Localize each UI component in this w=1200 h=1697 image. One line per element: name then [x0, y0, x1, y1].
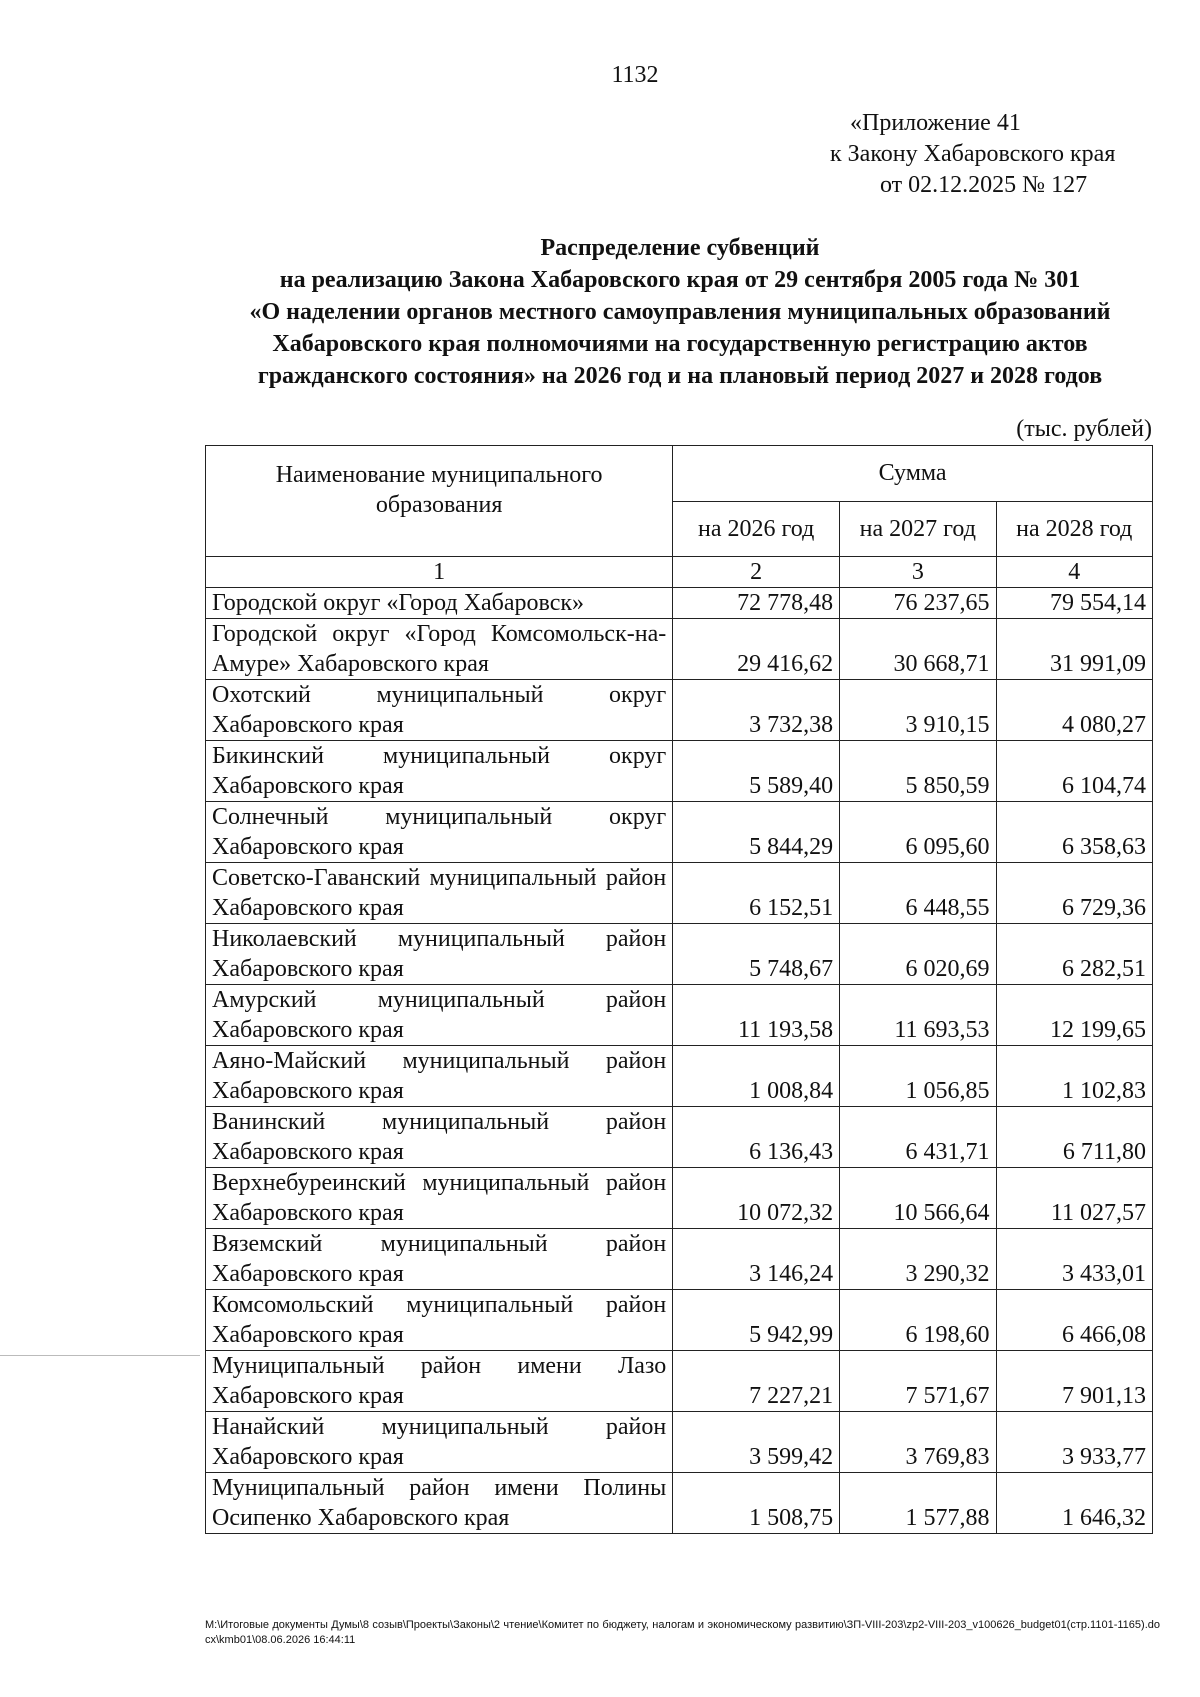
annex-law: к Закону Хабаровского края — [830, 141, 1116, 167]
value-2026: 11 193,58 — [673, 985, 840, 1046]
value-2027: 6 198,60 — [840, 1290, 996, 1351]
municipality-name: Охотский муниципальный округ Хабаровского края — [206, 680, 673, 741]
header-year-2027: на 2027 год — [840, 501, 996, 557]
value-2028: 12 199,65 — [996, 985, 1152, 1046]
municipality-name: Амурский муниципальный район Хабаровского края — [206, 985, 673, 1046]
value-2028: 11 027,57 — [996, 1168, 1152, 1229]
value-2028: 1 646,32 — [996, 1473, 1152, 1534]
heading-line-3: «О наделении органов местного самоуправления муниципальных образований — [249, 299, 1111, 325]
value-2028: 7 901,13 — [996, 1351, 1152, 1412]
value-2028: 6 729,36 — [996, 863, 1152, 924]
table-row — [206, 1046, 1153, 1107]
col-number-1: 1 — [206, 557, 673, 588]
table-row — [206, 680, 1153, 741]
municipality-name: Вяземский муниципальный район Хабаровского края — [206, 1229, 673, 1290]
table-row — [206, 1107, 1153, 1168]
value-2026: 3 732,38 — [673, 680, 840, 741]
table-row — [206, 1412, 1153, 1473]
municipality-name: Нанайский муниципальный район Хабаровского края — [206, 1412, 673, 1473]
value-2027: 6 448,55 — [840, 863, 996, 924]
header-name: Наименование муниципального образования — [206, 446, 673, 557]
value-2027: 3 769,83 — [840, 1412, 996, 1473]
value-2026: 5 748,67 — [673, 924, 840, 985]
header-sum: Сумма — [673, 446, 1153, 502]
value-2027: 10 566,64 — [840, 1168, 996, 1229]
municipality-name: Муниципальный район имени Лазо Хабаровского края — [206, 1351, 673, 1412]
header-year-2028: на 2028 год — [996, 501, 1152, 557]
value-2026: 10 072,32 — [673, 1168, 840, 1229]
table-row — [206, 619, 1153, 680]
col-number-4: 4 — [996, 557, 1152, 588]
value-2028: 6 358,63 — [996, 802, 1152, 863]
value-2026: 1 008,84 — [673, 1046, 840, 1107]
value-2026: 6 152,51 — [673, 863, 840, 924]
value-2026: 7 227,21 — [673, 1351, 840, 1412]
value-2028: 31 991,09 — [996, 619, 1152, 680]
table-row — [206, 588, 1153, 619]
value-2027: 3 290,32 — [840, 1229, 996, 1290]
value-2028: 3 933,77 — [996, 1412, 1152, 1473]
value-2027: 6 020,69 — [840, 924, 996, 985]
municipality-name: Верхнебуреинский муниципальный район Хабаровского края — [206, 1168, 673, 1229]
value-2026: 72 778,48 — [673, 588, 840, 619]
heading-line-5: гражданского состояния» на 2026 год и на плановый период 2027 и 2028 годов — [257, 363, 1103, 389]
value-2027: 6 095,60 — [840, 802, 996, 863]
page-number: 1132 — [611, 62, 659, 88]
table-row — [206, 863, 1153, 924]
units-label: (тыс. рублей) — [1016, 416, 1152, 442]
col-number-2: 2 — [673, 557, 840, 588]
subventions-table — [205, 445, 1153, 1534]
municipality-name: Николаевский муниципальный район Хабаровского края — [206, 924, 673, 985]
municipality-name: Советско-Гаванский муниципальный район Хабаровского края — [206, 863, 673, 924]
table-row — [206, 924, 1153, 985]
heading-line-2: на реализацию Закона Хабаровского края от 29 сентября 2005 года № 301 — [279, 267, 1081, 293]
heading-line-4: Хабаровского края полномочиями на государственную регистрацию актов — [272, 331, 1088, 357]
value-2028: 6 466,08 — [996, 1290, 1152, 1351]
annex-title: «Приложение 41 — [850, 110, 1021, 136]
value-2028: 4 080,27 — [996, 680, 1152, 741]
table-body — [206, 588, 1153, 1534]
table-row — [206, 1473, 1153, 1534]
value-2028: 6 711,80 — [996, 1107, 1152, 1168]
value-2026: 3 146,24 — [673, 1229, 840, 1290]
value-2026: 3 599,42 — [673, 1412, 840, 1473]
municipality-name: Городской округ «Город Комсомольск-на-Амуре» Хабаровского края — [206, 619, 673, 680]
value-2027: 11 693,53 — [840, 985, 996, 1046]
municipality-name: Аяно-Майский муниципальный район Хабаровского края — [206, 1046, 673, 1107]
scan-margin-line — [0, 1355, 200, 1356]
table-row — [206, 802, 1153, 863]
value-2027: 6 431,71 — [840, 1107, 996, 1168]
value-2027: 7 571,67 — [840, 1351, 996, 1412]
value-2028: 1 102,83 — [996, 1046, 1152, 1107]
value-2028: 3 433,01 — [996, 1229, 1152, 1290]
document-heading — [200, 232, 1160, 392]
table-row — [206, 741, 1153, 802]
value-2027: 30 668,71 — [840, 619, 996, 680]
table-row — [206, 1168, 1153, 1229]
municipality-name: Ванинский муниципальный район Хабаровского края — [206, 1107, 673, 1168]
value-2027: 1 056,85 — [840, 1046, 996, 1107]
value-2026: 6 136,43 — [673, 1107, 840, 1168]
value-2028: 6 104,74 — [996, 741, 1152, 802]
value-2027: 3 910,15 — [840, 680, 996, 741]
col-number-3: 3 — [840, 557, 996, 588]
value-2026: 1 508,75 — [673, 1473, 840, 1534]
municipality-name: Комсомольский муниципальный район Хабаровского края — [206, 1290, 673, 1351]
value-2027: 76 237,65 — [840, 588, 996, 619]
value-2027: 1 577,88 — [840, 1473, 996, 1534]
value-2026: 29 416,62 — [673, 619, 840, 680]
table-row — [206, 1351, 1153, 1412]
value-2026: 5 589,40 — [673, 741, 840, 802]
header-year-2026: на 2026 год — [673, 501, 840, 557]
file-path-footer: M:\Итоговые документы Думы\8 созыв\Проекты\Законы\2 чтение\Комитет по бюджету, налогам и экономическому развитию\ЗП-VIII-203\zp2-VIII-203_v100626_budget01(стр.1101-1165).docx\kmb01\08.06.2026 16:44:11 — [205, 1619, 1160, 1646]
annex-date: от 02.12.2025 № 127 — [880, 172, 1088, 198]
heading-line-1: Распределение субвенций — [540, 235, 820, 261]
table-row — [206, 1229, 1153, 1290]
municipality-name: Солнечный муниципальный округ Хабаровского края — [206, 802, 673, 863]
municipality-name: Бикинский муниципальный округ Хабаровского края — [206, 741, 673, 802]
value-2026: 5 942,99 — [673, 1290, 840, 1351]
annex-block — [820, 108, 1170, 201]
table-row — [206, 1290, 1153, 1351]
municipality-name: Городской округ «Город Хабаровск» — [206, 588, 673, 619]
value-2028: 79 554,14 — [996, 588, 1152, 619]
value-2027: 5 850,59 — [840, 741, 996, 802]
table-row — [206, 985, 1153, 1046]
municipality-name: Муниципальный район имени Полины Осипенко Хабаровского края — [206, 1473, 673, 1534]
value-2026: 5 844,29 — [673, 802, 840, 863]
value-2028: 6 282,51 — [996, 924, 1152, 985]
